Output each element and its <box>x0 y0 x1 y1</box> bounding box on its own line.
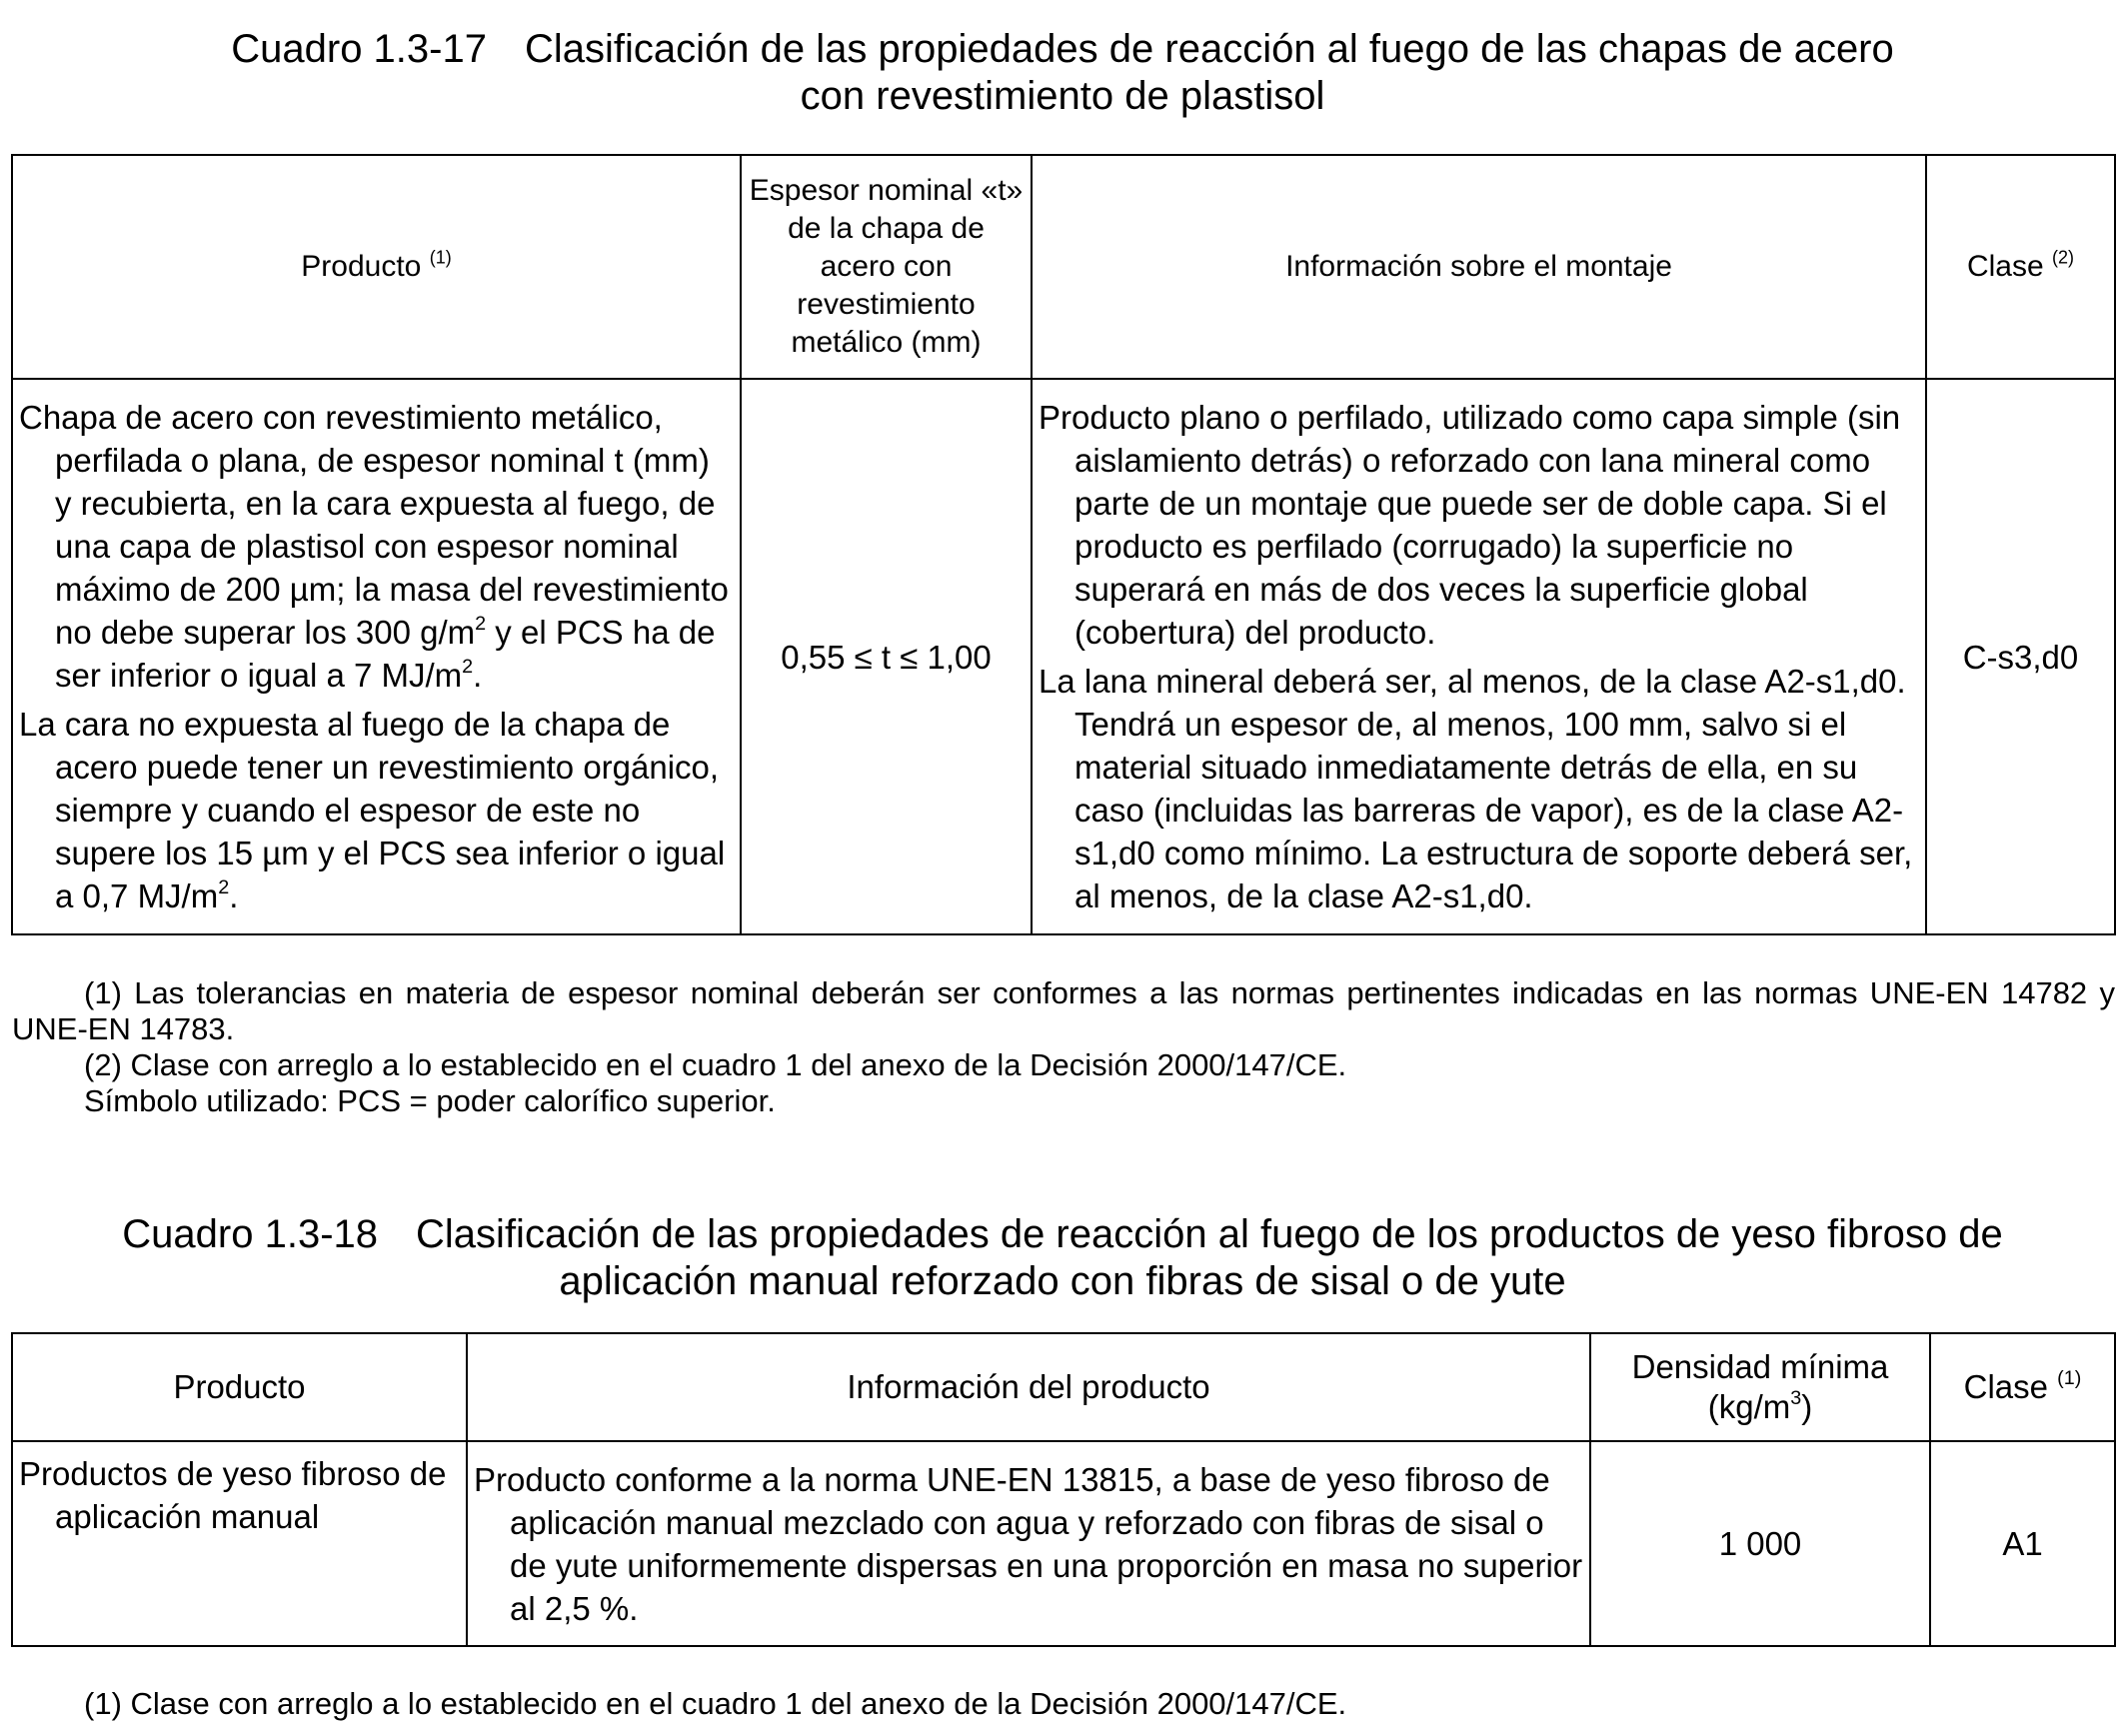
table2-header-clase: Clase $^{(1)}$ <box>1930 1333 2115 1441</box>
table1-header-row <box>12 155 2115 379</box>
table2-title <box>0 1211 2125 1305</box>
table1-montaje-p2: La lana mineral deberá ser, al menos, de la clase A2-s1,d0. Tendrá un espesor de, al menos, 100 mm, salvo si el material situado inmediatamente detrás de ella, en su caso (incluidas las barreras de vapor), es de la clase A2-s1,d0 como mínimo. La estructura de soporte deberá ser, al menos, de la clase A2-s1,d0. <box>1039 663 1913 914</box>
table2-cell-informacion: Producto conforme a la norma UNE-EN 13815, a base de yeso fibroso de aplicación manual mezclado con agua y reforzado con fibras de sisal o de yute uniformemente dispersas en una proporción en masa no superior al 2,5 %. <box>467 1441 1590 1646</box>
table1-producto-p2: La cara no expuesta al fuego de la chapa de acero puede tener un revestimiento orgánico, siempre y cuando el espesor de este no supere los 15 µm y el PCS sea inferior o igual a 0,7 $MJ/m^2$. <box>19 706 726 914</box>
table1-cell-producto <box>12 379 741 934</box>
table2-header-producto: Producto <box>12 1333 467 1441</box>
table1-header-clase: Clase $^{(2)}$ <box>1926 155 2115 379</box>
table2-data-row <box>12 1441 2115 1646</box>
table1-header-montaje: Información sobre el montaje <box>1032 155 1926 379</box>
table1-note-2: (2) Clase con arreglo a lo establecido en el cuadro 1 del anexo de la Decisión 2000/147/CE. <box>84 1047 1347 1082</box>
table2-header-row <box>12 1333 2115 1441</box>
table2-header-densidad: Densidad mínima $(kg/m^3)$ <box>1590 1333 1930 1441</box>
table2 <box>11 1332 2116 1647</box>
table1-title-line2: con revestimiento de plastisol <box>800 74 1325 118</box>
table2-title-line2: aplicación manual reforzado con fibras de sisal o de yute <box>559 1259 1566 1303</box>
table1-cell-espesor: 0,55 ≤ t ≤ 1,00 <box>741 379 1032 934</box>
table2-note-1: (1) Clase con arreglo a lo establecido en el cuadro 1 del anexo de la Decisión 2000/147/CE. <box>84 1686 1347 1721</box>
table1-cell-montaje <box>1032 379 1926 934</box>
table1-cell-clase: C-s3,d0 <box>1926 379 2115 934</box>
table1-note-3: Símbolo utilizado: PCS = poder calorífico superior. <box>84 1083 776 1118</box>
table1-notes <box>12 975 2115 1119</box>
table1-note-1: (1) Las tolerancias en materia de espesor nominal deberán ser conformes a las normas pertinentes indicadas en las normas UNE-EN 14782 y UNE-EN 14783. <box>12 975 2115 1046</box>
table1-title-line1 <box>0 26 2125 73</box>
table2-cell-clase: A1 <box>1930 1441 2115 1646</box>
table2-number: Cuadro 1.3-18 <box>122 1212 379 1256</box>
table1-montaje-p1: Producto plano o perfilado, utilizado como capa simple (sin aislamiento detrás) o reforzado con lana mineral como parte de un montaje que puede ser de doble capa. Si el producto es perfilado (corrugado) la superficie no superará en más de dos veces la superficie global (cobertura) del producto. <box>1039 399 1901 651</box>
table2-title-text: Clasificación de las propiedades de reacción al fuego de los productos de yeso fibroso de <box>416 1212 2003 1256</box>
table1-producto-p1: Chapa de acero con revestimiento metálico, perfilada o plana, de espesor nominal t (mm) y recubierta, en la cara expuesta al fuego, de una capa de plastisol con espesor nominal máximo de 200 µm; la masa del revestimiento no debe superar los 300 $g/m^2$ y el PCS ha de ser inferior o igual a 7 $MJ/m^2$. <box>19 399 729 694</box>
table1-header-producto: Producto $^{(1)}$ <box>12 155 741 379</box>
table2-header-informacion: Información del producto <box>467 1333 1590 1441</box>
table1-title <box>0 26 2125 120</box>
table2-title-line1 <box>0 1211 2125 1258</box>
table1 <box>11 154 2116 935</box>
table1-data-row <box>12 379 2115 934</box>
table1-title-text: Clasificación de las propiedades de reacción al fuego de las chapas de acero <box>524 27 1894 71</box>
table1-number: Cuadro 1.3-17 <box>231 27 487 71</box>
table2-cell-densidad: 1 000 <box>1590 1441 1930 1646</box>
table1-header-espesor: Espesor nominal «t» de la chapa de acero con revestimiento metálico (mm) <box>741 155 1032 379</box>
table2-notes <box>12 1686 2115 1722</box>
table2-cell-producto: Productos de yeso fibroso de aplicación manual <box>12 1441 467 1646</box>
